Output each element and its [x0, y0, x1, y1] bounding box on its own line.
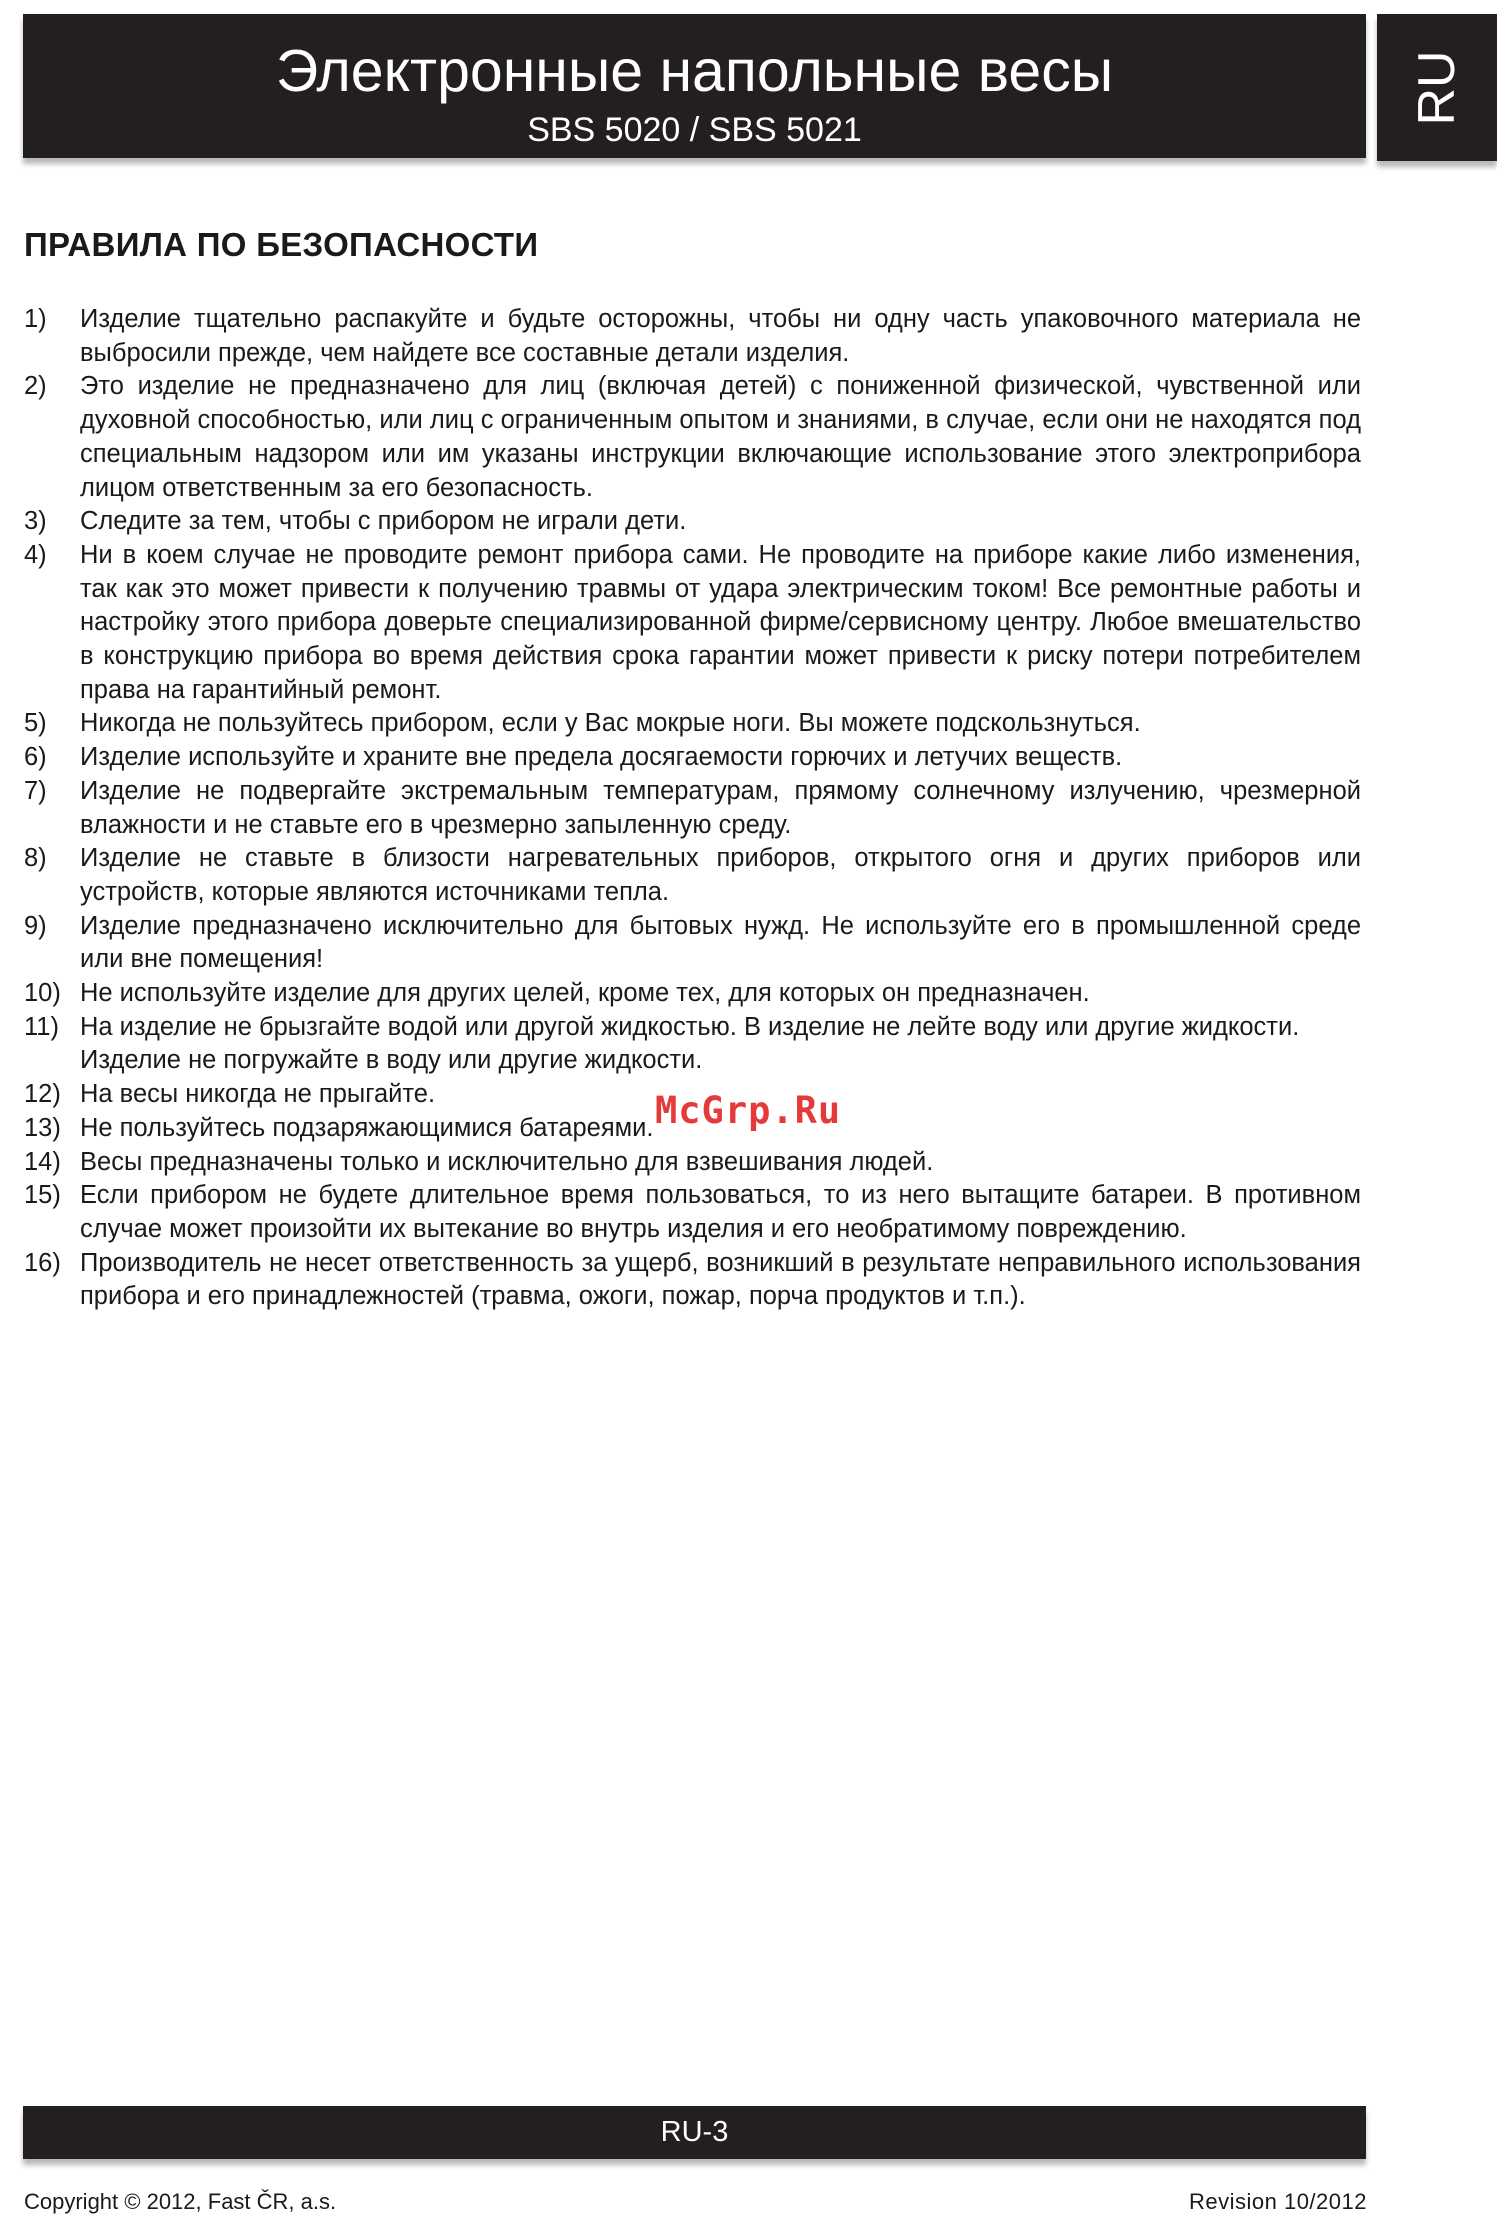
model-numbers: SBS 5020 / SBS 5021: [527, 111, 862, 149]
rule-number: 2): [24, 372, 47, 401]
rule-text: Ни в коем случае не проводите ремонт прибора сами. Не проводите на приборе какие либо изменения, так как это может привести к получению травмы от удара электрическим током! Все ремонтные работы и настройку этого прибора доверьте специализированной фирме/сервисному центру. Любое вмешательство в конструкцию прибора во время действия срока гарантии может привести к риску потери потребителем права на гарантийный ремонт.: [80, 540, 1361, 704]
list-item: [24, 370, 1361, 505]
rule-number: 5): [24, 709, 47, 738]
rule-number: 3): [24, 507, 47, 536]
rule-text: Если прибором не будете длительное время пользоваться, то из него вытащите батареи. В противном случае может произойти их вытекание во внутрь изделия и его необратимому повреждению.: [80, 1181, 1361, 1243]
rule-number: 7): [24, 776, 47, 805]
rule-text: Изделие используйте и храните вне предела досягаемости горючих и летучих веществ.: [80, 743, 1123, 772]
list-item: [24, 842, 1361, 909]
section-title: ПРАВИЛА ПО БЕЗОПАСНОСТИ: [24, 226, 539, 263]
rule-text: Производитель не несет ответственность за ущерб, возникший в результате неправильного использования прибора и его принадлежностей (травма, ожоги, пожар, порча продуктов и т.п.).: [80, 1248, 1361, 1311]
list-item: [24, 1247, 1361, 1314]
list-item: [24, 977, 1361, 1011]
page-number-bar: [23, 2106, 1366, 2159]
list-item: [24, 505, 1361, 539]
rule-text: Следите за тем, чтобы с прибором не играли дети.: [80, 507, 687, 536]
list-item: [24, 539, 1361, 708]
rule-number: 1): [24, 305, 47, 333]
list-item: [24, 910, 1361, 977]
page-header: [23, 14, 1366, 158]
rule-text: На весы никогда не прыгайте.: [80, 1080, 436, 1109]
rule-number: 14): [24, 1147, 61, 1176]
watermark: McGrp.Ru: [655, 1089, 842, 1132]
safety-rules-list: [24, 303, 1361, 1314]
rule-number: 10): [24, 979, 61, 1008]
page-number: RU-3: [660, 2116, 729, 2148]
rule-text: На изделие не брызгайте водой или другой жидкостью. В изделие не лейте воду или другие жидкости.: [80, 1012, 1300, 1041]
rule-number: 16): [24, 1248, 61, 1277]
list-item: [24, 1179, 1361, 1246]
rule-text: Изделие предназначено исключительно для бытовых нужд. Не используйте его в промышленной среде или вне помещения!: [80, 911, 1361, 974]
rule-number: 6): [24, 743, 47, 772]
rule-text: Изделие не подвергайте экстремальным температурам, прямому солнечному излучению, чрезмерной влажности и не ставьте его в чрезмерно запыленную среду.: [80, 776, 1361, 839]
rule-text: Не используйте изделие для других целей, кроме тех, для которых он предназначен.: [80, 979, 1090, 1008]
copyright: Copyright © 2012, Fast ČR, a.s.: [24, 2189, 337, 2214]
list-item: [24, 741, 1361, 775]
rule-number: 12): [24, 1080, 61, 1109]
rule-number: 8): [24, 844, 47, 873]
list-item: [24, 1146, 1361, 1180]
list-item: [24, 775, 1361, 842]
rule-number: 13): [24, 1113, 61, 1142]
list-item: [24, 1011, 1361, 1078]
language-tab: [1377, 14, 1497, 161]
rule-text: Изделие тщательно распакуйте и будьте осторожны, чтобы ни одну часть упаковочного материала не выбросили прежде, чем найдете все составные детали изделия.: [80, 305, 1361, 367]
rule-number: 4): [24, 540, 47, 569]
list-item: [24, 707, 1361, 741]
rule-text-extra: Изделие не погружайте в воду или другие жидкости.: [80, 1046, 703, 1075]
rule-text: Изделие не ставьте в близости нагревательных приборов, открытого огня и других приборов или устройств, которые являются источниками тепла.: [80, 844, 1361, 906]
document-title: Электронные напольные весы: [275, 38, 1114, 104]
revision: Revision 10/2012: [1188, 2189, 1367, 2214]
rule-text: Весы предназначены только и исключительно для взвешивания людей.: [80, 1147, 934, 1176]
list-item: [24, 303, 1361, 370]
rule-text: Никогда не пользуйтесь прибором, если у Вас мокрые ноги. Вы можете подскользнуться.: [80, 709, 1141, 738]
language-code: RU: [1408, 49, 1466, 126]
rule-text: Это изделие не предназначено для лиц (включая детей) с пониженной физической, чувственной или духовной способностью, или лиц с ограниченным опытом и знаниями, в случае, если они не находятся под специальным надзором или им указаны инструкции включающие использование этого электроприбора лицом ответственным за его безопасность.: [80, 372, 1361, 502]
rule-number: 11): [24, 1012, 59, 1041]
rule-number: 9): [24, 911, 47, 940]
rule-text: Не пользуйтесь подзаряжающимися батареями.: [80, 1113, 654, 1142]
rule-number: 15): [24, 1181, 61, 1210]
